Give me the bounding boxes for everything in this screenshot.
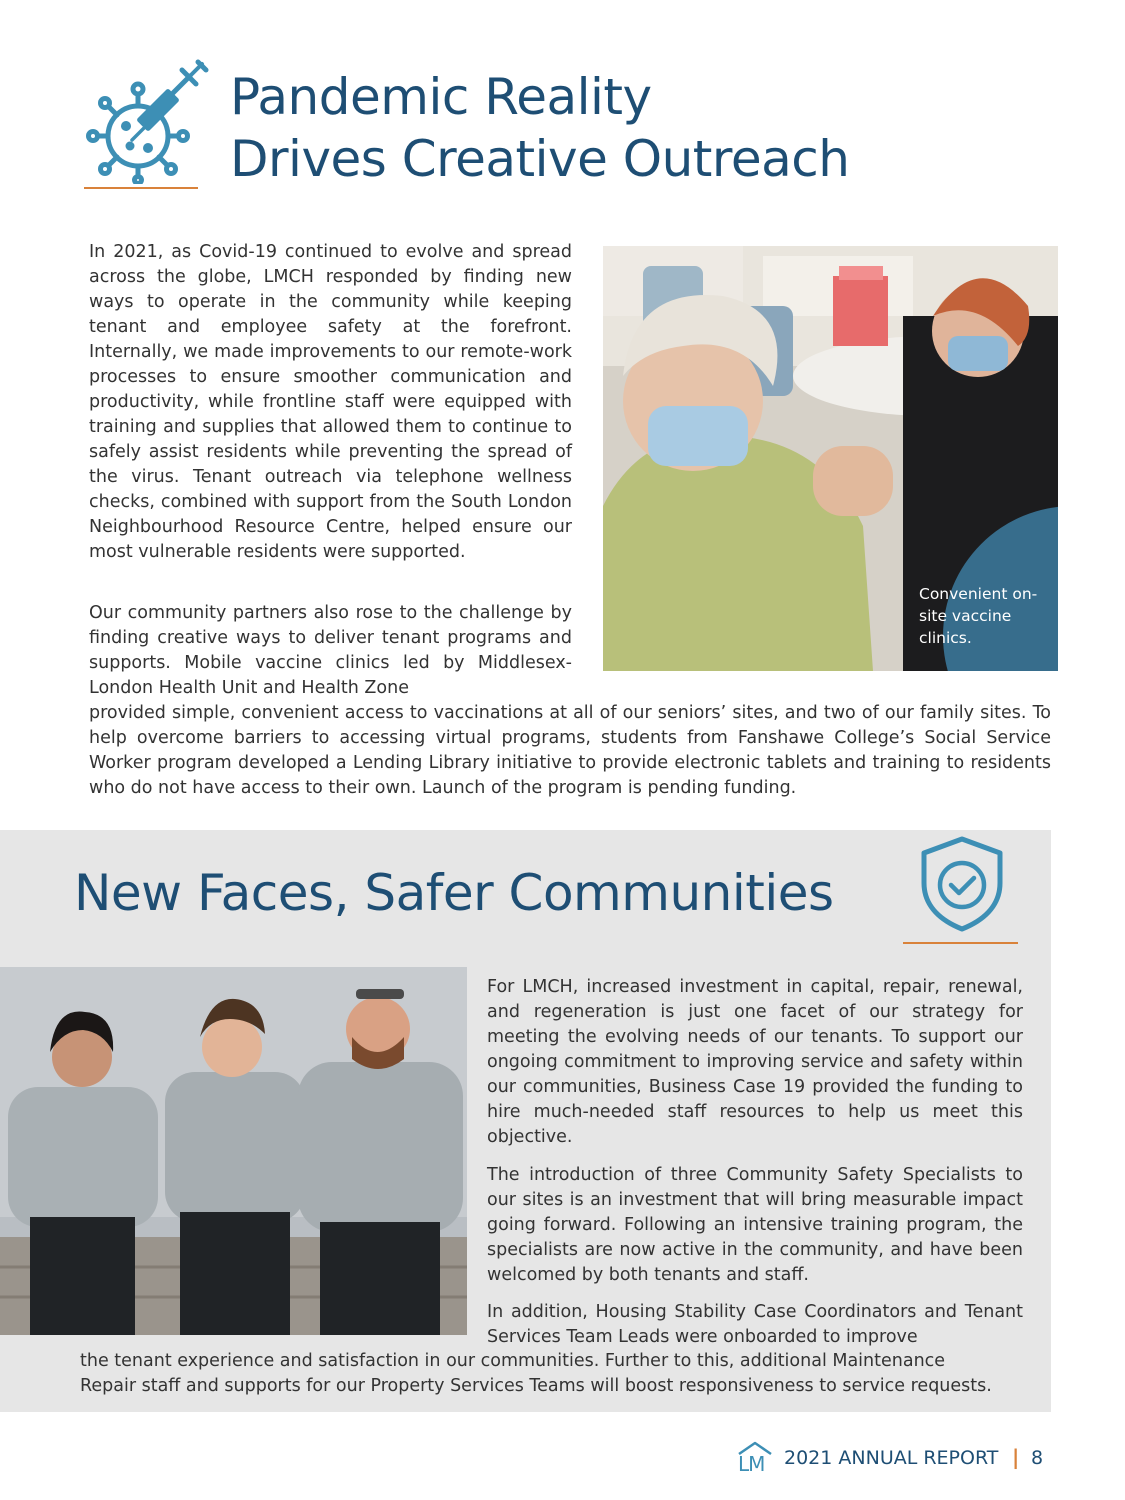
section-2-paragraph-3-line-b: Repair staff and supports for our Property Services Teams will boost responsiveness to service requests. — [80, 1376, 992, 1396]
section-2-title-underline — [903, 942, 1018, 944]
photo-caption: Convenient on-site vaccine clinics. — [919, 585, 1038, 647]
paragraph-2: Our community partners also rose to the challenge by finding creative ways to deliver tenant programs and supports. Mobile vaccine clinics led by Middlesex-London Health Unit and Health Zone — [89, 603, 572, 698]
section-2-paragraph-3-line-a: the tenant experience and satisfaction in our communities. Further to this, additional Maintenance — [80, 1351, 946, 1371]
vaccine-clinic-photo — [603, 246, 1058, 671]
safety-specialists-photo — [0, 967, 467, 1335]
page-title — [230, 66, 1090, 190]
section-2-title: New Faces, Safer Communities — [74, 864, 834, 922]
vaccine-virus-icon — [86, 54, 212, 184]
title-line-2: Drives Creative Outreach — [230, 130, 850, 188]
logo-text: LM — [738, 1452, 765, 1476]
section-2-paragraph-2: The introduction of three Community Safety Specialists to our sites is an investment that will bring measurable impact going forward. Following an intensive training program, the specialists are now active in the community, and have been welcomed by both tenants and staff. — [487, 1165, 1023, 1285]
footer — [735, 1440, 1095, 1480]
paragraph-2-continued: provided simple, convenient access to vaccinations at all of our seniors’ sites, and two of our family sites. To help overcome barriers to accessing virtual programs, students from Fanshawe College’s Social Service Worker program developed a Lending Library initiative to provide electronic tablets and training to residents who do not have access to their own. Launch of the program is pending funding. — [89, 703, 1051, 798]
lmch-logo-icon — [735, 1440, 775, 1476]
title-line-1: Pandemic Reality — [230, 68, 652, 126]
report-label: 2021 ANNUAL REPORT — [784, 1447, 999, 1469]
paragraph-1: In 2021, as Covid-19 continued to evolve and spread across the globe, LMCH responded by finding new ways to operate in the community while keeping tenant and employee safety at the forefront. Internally, we made improvements to our remote-work processes to ensure smoother communication and productivity, while frontline staff were equipped with training and supplies that allowed them to continue to safely assist residents while preventing the spread of the virus. Tenant outreach via telephone wellness checks, combined with support from the South London Neighbourhood Resource Centre, helped ensure our most vulnerable residents were supported. — [89, 242, 572, 562]
section-2-paragraph-3: In addition, Housing Stability Case Coordinators and Tenant Services Team Leads were onboarded to improve — [487, 1302, 1023, 1347]
page-number: 8 — [1031, 1447, 1044, 1469]
title-underline — [84, 187, 198, 189]
section-2-paragraph-1: For LMCH, increased investment in capital, repair, renewal, and regeneration is just one facet of our strategy for meeting the evolving needs of our tenants. To support our ongoing commitment to improving service and safety within our communities, Business Case 19 provided the funding to hire much-needed staff resources to help us meet this objective. — [487, 977, 1023, 1147]
footer-separator: | — [1012, 1445, 1020, 1469]
shield-check-icon — [916, 833, 1008, 933]
